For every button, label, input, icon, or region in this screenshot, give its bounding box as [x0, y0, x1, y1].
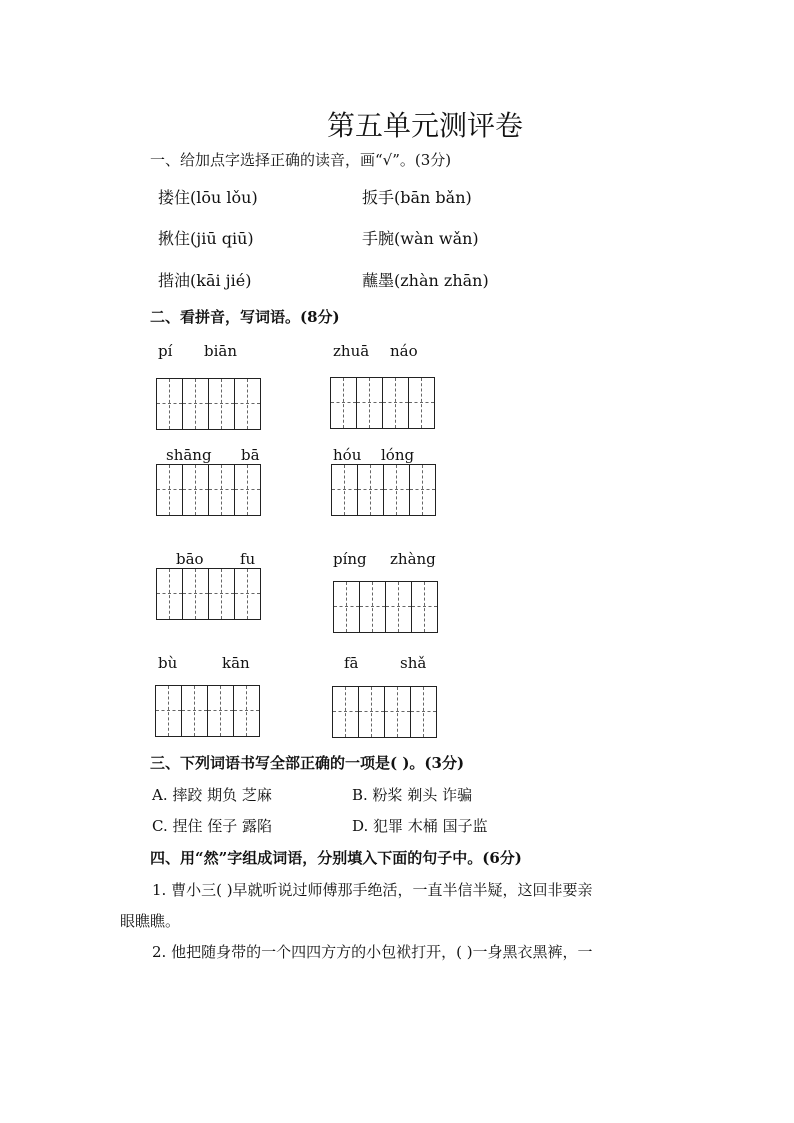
q1-item: 扳手(bān bǎn)	[362, 188, 472, 207]
tianzi-grid[interactable]	[331, 464, 436, 516]
pinyin: bāo	[176, 550, 204, 568]
tianzi-grid[interactable]	[156, 378, 261, 430]
q1-item: 蘸墨(zhàn zhān)	[362, 271, 489, 290]
q3-option-c: C. 捏住 侄子 露陷	[152, 817, 273, 835]
pinyin: hóu	[333, 446, 362, 464]
pinyin: zhàng	[390, 550, 436, 568]
q4-sentence-2: 2. 他把随身带的一个四四方方的小包袱打开，( )一身黑衣黑裤，一	[152, 943, 593, 961]
pinyin: fu	[240, 550, 256, 568]
pinyin: kān	[222, 654, 250, 672]
pinyin: bù	[158, 654, 178, 672]
q1-item: 揩油(kāi jié)	[158, 271, 252, 290]
pinyin: biān	[204, 342, 238, 360]
pinyin: shǎ	[400, 654, 427, 672]
pinyin: lóng	[381, 446, 415, 464]
tianzi-grid[interactable]	[333, 581, 438, 633]
q3-option-d: D. 犯罪 木桶 国子监	[352, 817, 488, 835]
pinyin: shāng	[166, 446, 212, 464]
q1-heading: 一、给加点字选择正确的读音，画“√”。(3分)	[150, 151, 452, 169]
q3-option-b: B. 粉桨 剃头 诈骗	[352, 786, 473, 804]
pinyin: zhuā	[333, 342, 370, 360]
q1-item: 揪住(jiū qiū)	[158, 229, 254, 248]
q3-heading: 三、下列词语书写全部正确的一项是( )。(3分)	[150, 754, 465, 772]
pinyin: píng	[333, 550, 367, 568]
q1-item: 手腕(wàn wǎn)	[362, 229, 479, 248]
q2-heading: 二、看拼音，写词语。(8分)	[150, 308, 340, 326]
q3-option-a: A. 摔跤 期负 芝麻	[152, 786, 272, 804]
tianzi-grid[interactable]	[332, 686, 437, 738]
page-title: 第五单元测评卷	[326, 109, 523, 142]
tianzi-grid[interactable]	[330, 377, 435, 429]
tianzi-grid[interactable]	[155, 685, 260, 737]
pinyin: náo	[390, 342, 418, 360]
pinyin: bā	[241, 446, 260, 464]
tianzi-grid[interactable]	[156, 464, 261, 516]
pinyin: fā	[344, 654, 359, 672]
q4-sentence-1-cont: 眼瞧瞧。	[120, 912, 181, 930]
q4-heading: 四、用“然”字组成词语，分别填入下面的句子中。(6分)	[150, 849, 522, 867]
q1-item: 搂住(lōu lǒu)	[158, 188, 258, 207]
pinyin: pí	[158, 342, 173, 360]
q4-sentence-1: 1. 曹小三( )早就听说过师傅那手绝活，一直半信半疑，这回非要亲	[152, 881, 593, 899]
tianzi-grid[interactable]	[156, 568, 261, 620]
